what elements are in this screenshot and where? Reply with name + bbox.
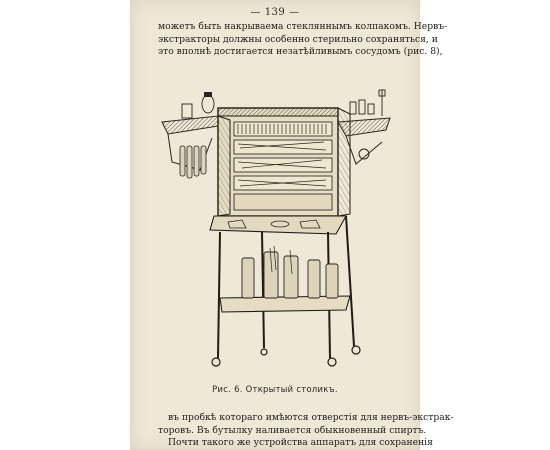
text-line: торовъ. Въ бутылку наливается обыкновенный спиртъ.	[158, 424, 427, 436]
figure-open-instrument-cabinet	[150, 82, 400, 382]
figure-caption: Рис. 6. Открытый столикъ.	[212, 384, 338, 394]
page-number: — 139 —	[250, 7, 300, 18]
top-paragraph	[158, 21, 448, 59]
text-line: въ пробкѣ котораго имѣются отверстія для нервъ-экстрак-	[168, 412, 454, 423]
text-line: можетъ быть накрываема стекляннымъ колпакомъ. Нервъ-	[158, 21, 448, 32]
bottom-paragraph	[158, 412, 454, 450]
text-line: экстракторы должны особенно стерильно сохраняться, и	[158, 33, 438, 45]
text-line: Почти такого же устройства аппаратъ для сохраненія	[168, 437, 433, 449]
book-page	[130, 0, 454, 450]
text-line: это вполнѣ достигается незатѣйливымъ сосудомъ (рис. 8),	[158, 46, 443, 58]
